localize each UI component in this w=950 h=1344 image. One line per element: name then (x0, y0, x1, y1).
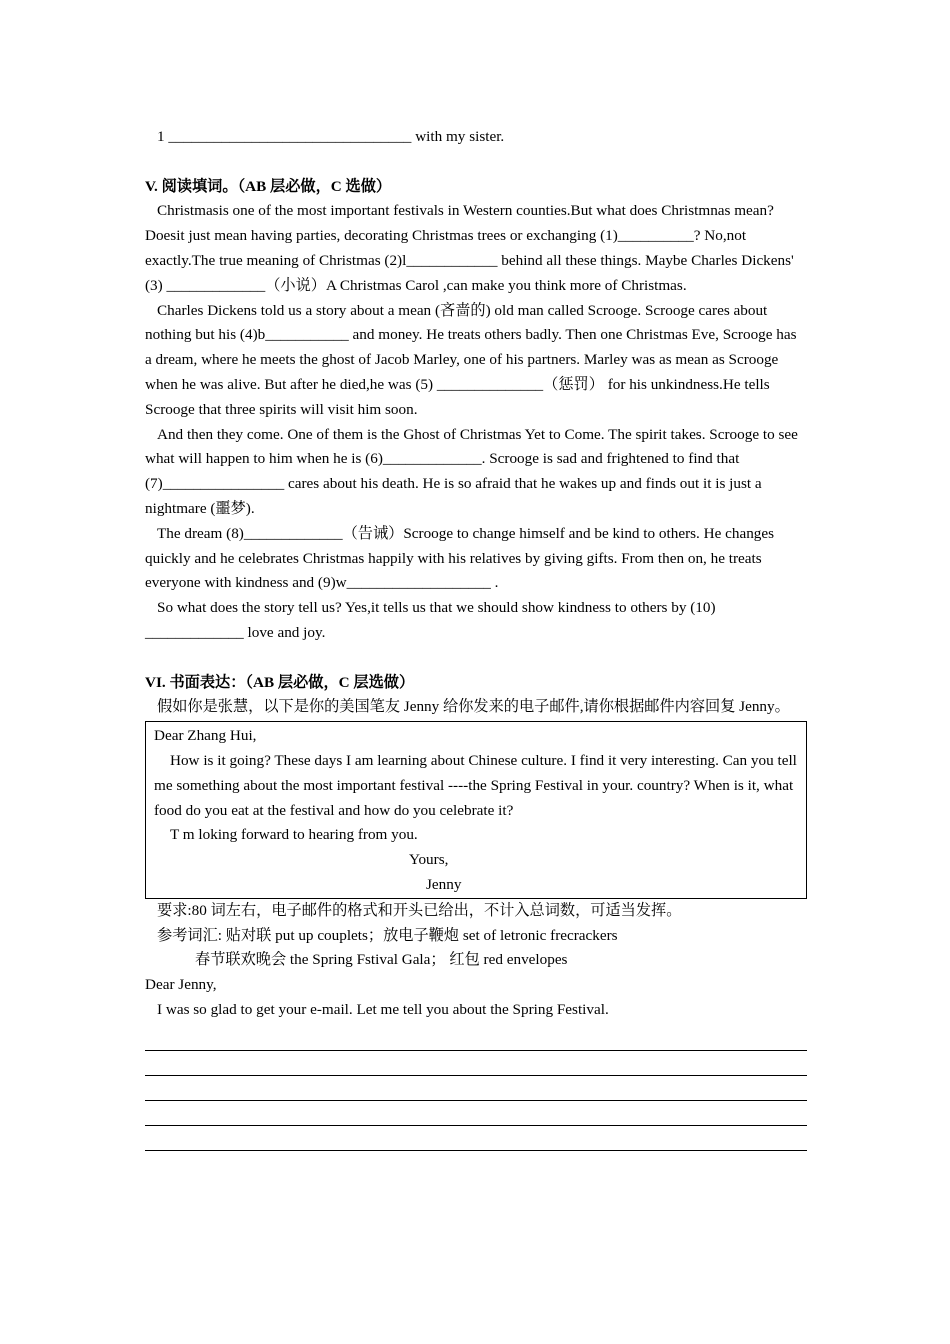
email-signature: Jenny (426, 875, 462, 893)
section6-heading: VI. 书面表达：（AB 层必做，C 层选做） (145, 673, 415, 691)
email-closing-line: T m loking forward to hearing from you. (170, 826, 418, 844)
reply-greeting: Dear Jenny, (145, 976, 217, 994)
writing-line[interactable] (145, 1101, 807, 1126)
writing-line[interactable] (145, 1051, 807, 1076)
worksheet-page (145, 125, 807, 1151)
section5-paragraph-4: The dream (8)_____________（告诫）Scrooge to change himself and be kind to others. He changes quickly and he celebrates Christmas happily with his relatives by giving gifts. From then on, he treats everyone with kindness and (9)w___________________ . (145, 524, 775, 592)
section6-intro: 假如你是张慧，以下是你的美国笔友 Jenny 给你发来的电子邮件,请你根据邮件内容回复 Jenny。 (157, 698, 790, 716)
vocab-line-2: 春节联欢晚会 the Spring Fstival Gala； 红包 red envelopes (195, 951, 568, 969)
writing-line[interactable] (145, 1027, 807, 1052)
section5-heading: V. 阅读填词。（AB 层必做，C 选做） (145, 177, 392, 195)
vocab-line-1: 参考词汇: 贴对联 put up couplets；放电子鞭炮 set of letronic frecrackers (157, 926, 618, 944)
email-box (145, 721, 807, 899)
section5-paragraph-3: And then they come. One of them is the Ghost of Christmas Yet to Come. The spirit takes. Scrooge to see what will happen to him when he is (6)_____________. Scrooge is sad and frightened to find that (7)________________ cares about his death. He is so afraid that he wakes up and finds out it is just a nightmare (噩梦). (145, 425, 798, 517)
writing-line[interactable] (145, 1126, 807, 1151)
section5-paragraph-1: Christmasis one of the most important festivals in Western counties.But what does Christmnas mean? Doesit just mean having parties, decorating Christmas trees or exchanging (1)__________? No,not exactly.The true meaning of Christmas (2)l____________ behind all these things. Maybe Charles Dickens' (3) _____________（小说）A Christmas Carol ,can make you think more of Christmas. (145, 202, 794, 294)
previous-question-line: 1 ________________________________ with my sister. (157, 128, 505, 145)
section5-paragraph-5: So what does the story tell us? Yes,it tells us that we should show kindness to others by (10) _____________ love and joy. (145, 599, 716, 641)
email-body: How is it going? These days I am learning about Chinese culture. I find it very interesting. Can you tell me something about the most important festival ----the Spring Festival in your. country? When is it, what food do you eat at the festival and how do you celebrate it? (154, 751, 797, 819)
section5-paragraph-2: Charles Dickens told us a story about a mean (吝啬的) old man called Scrooge. Scrooge cares about nothing but his (4)b___________ and money. He treats others badly. Then one Christmas Eve, Scrooge has a dream, where he meets the ghost of Jacob Marley, one of his partners. Marley was as mean as Scrooge when he was alive. But after he died,he was (5) ______________（惩罚） for his unkindness.He tells Scrooge that three spirits will visit him soon. (145, 301, 797, 418)
email-greeting: Dear Zhang Hui, (154, 727, 257, 745)
reply-opening: I was so glad to get your e-mail. Let me tell you about the Spring Festival. (157, 1000, 609, 1018)
writing-line[interactable] (145, 1076, 807, 1101)
requirements: 要求:80 词左右，电子邮件的格式和开头已给出，不计入总词数，可适当发挥。 (157, 901, 682, 919)
writing-area[interactable] (145, 1027, 807, 1151)
email-sign-off: Yours, (409, 851, 449, 869)
